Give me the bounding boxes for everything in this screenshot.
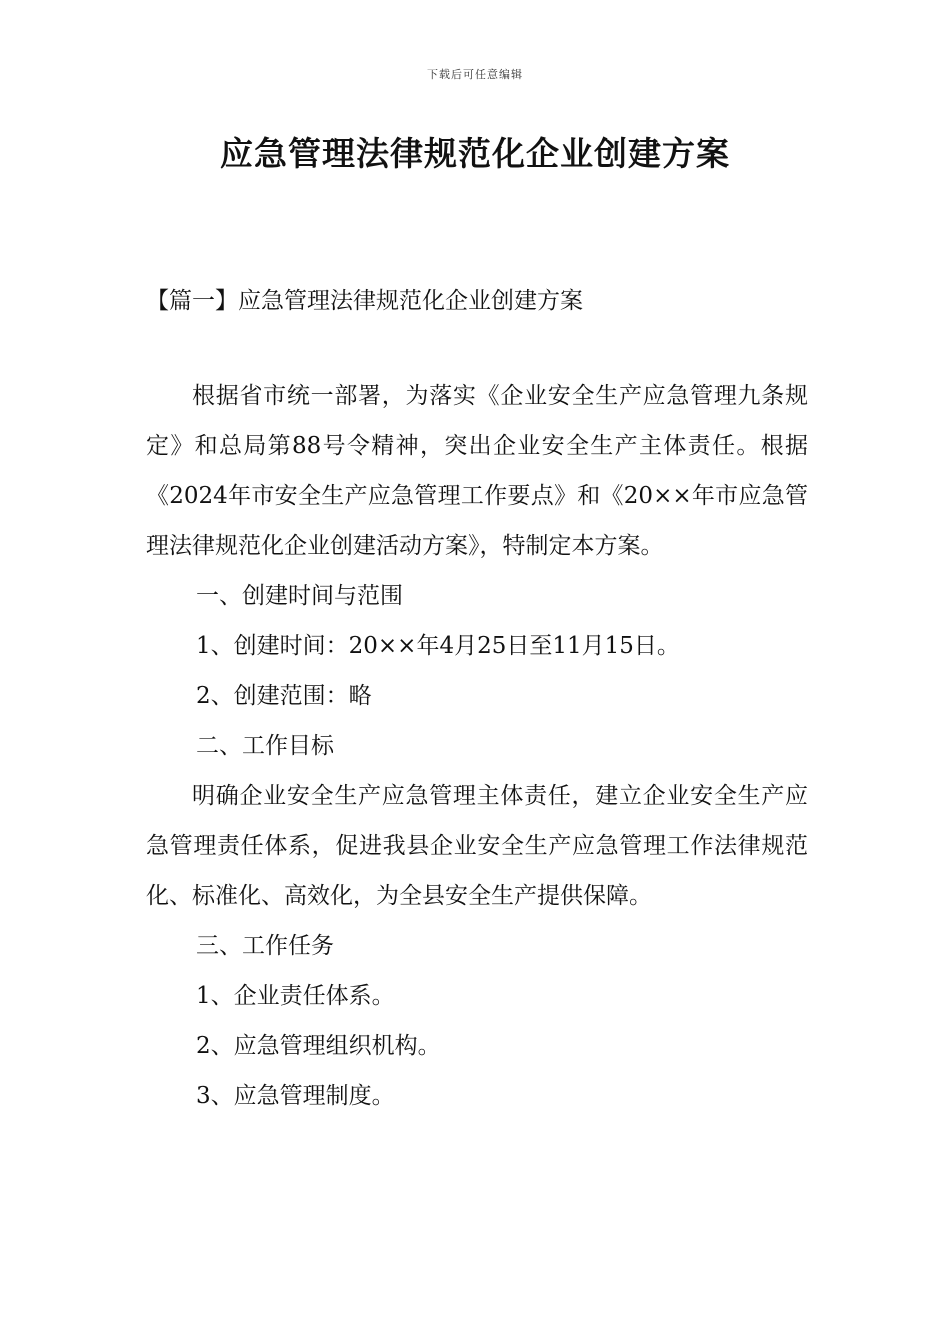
list-item-task-2: 2、应急管理组织机构。 bbox=[196, 1033, 441, 1059]
list-item-task-3: 3、应急管理制度。 bbox=[196, 1083, 395, 1109]
header-note: 下载后可任意编辑 bbox=[427, 68, 523, 81]
list-item-task-1: 1、企业责任体系。 bbox=[196, 983, 395, 1009]
document-body bbox=[146, 371, 808, 1121]
goals-paragraph: 明确企业安全生产应急管理主体责任，建立企业安全生产应急管理责任体系，促进我县企业安全生产应急管理工作法律规范化、标准化、高效化，为全县安全生产提供保障。 bbox=[146, 783, 808, 909]
list-item-time: 1、创建时间：20××年4月25日至11月15日。 bbox=[196, 633, 680, 659]
list-item-scope: 2、创建范围：略 bbox=[196, 683, 372, 709]
heading-time-scope: 一、创建时间与范围 bbox=[196, 583, 403, 609]
intro-paragraph: 根据省市统一部署，为落实《企业安全生产应急管理九条规定》和总局第88号令精神，突出企业安全生产主体责任。根据《2024年市安全生产应急管理工作要点》和《20××年市应急管理法律规范化企业创建活动方案》，特制定本方案。 bbox=[146, 383, 808, 559]
heading-goals: 二、工作目标 bbox=[196, 733, 334, 759]
heading-tasks: 三、工作任务 bbox=[196, 933, 334, 959]
document-title: 应急管理法律规范化企业创建方案 bbox=[220, 134, 730, 173]
section-heading: 【篇一】应急管理法律规范化企业创建方案 bbox=[146, 288, 583, 314]
